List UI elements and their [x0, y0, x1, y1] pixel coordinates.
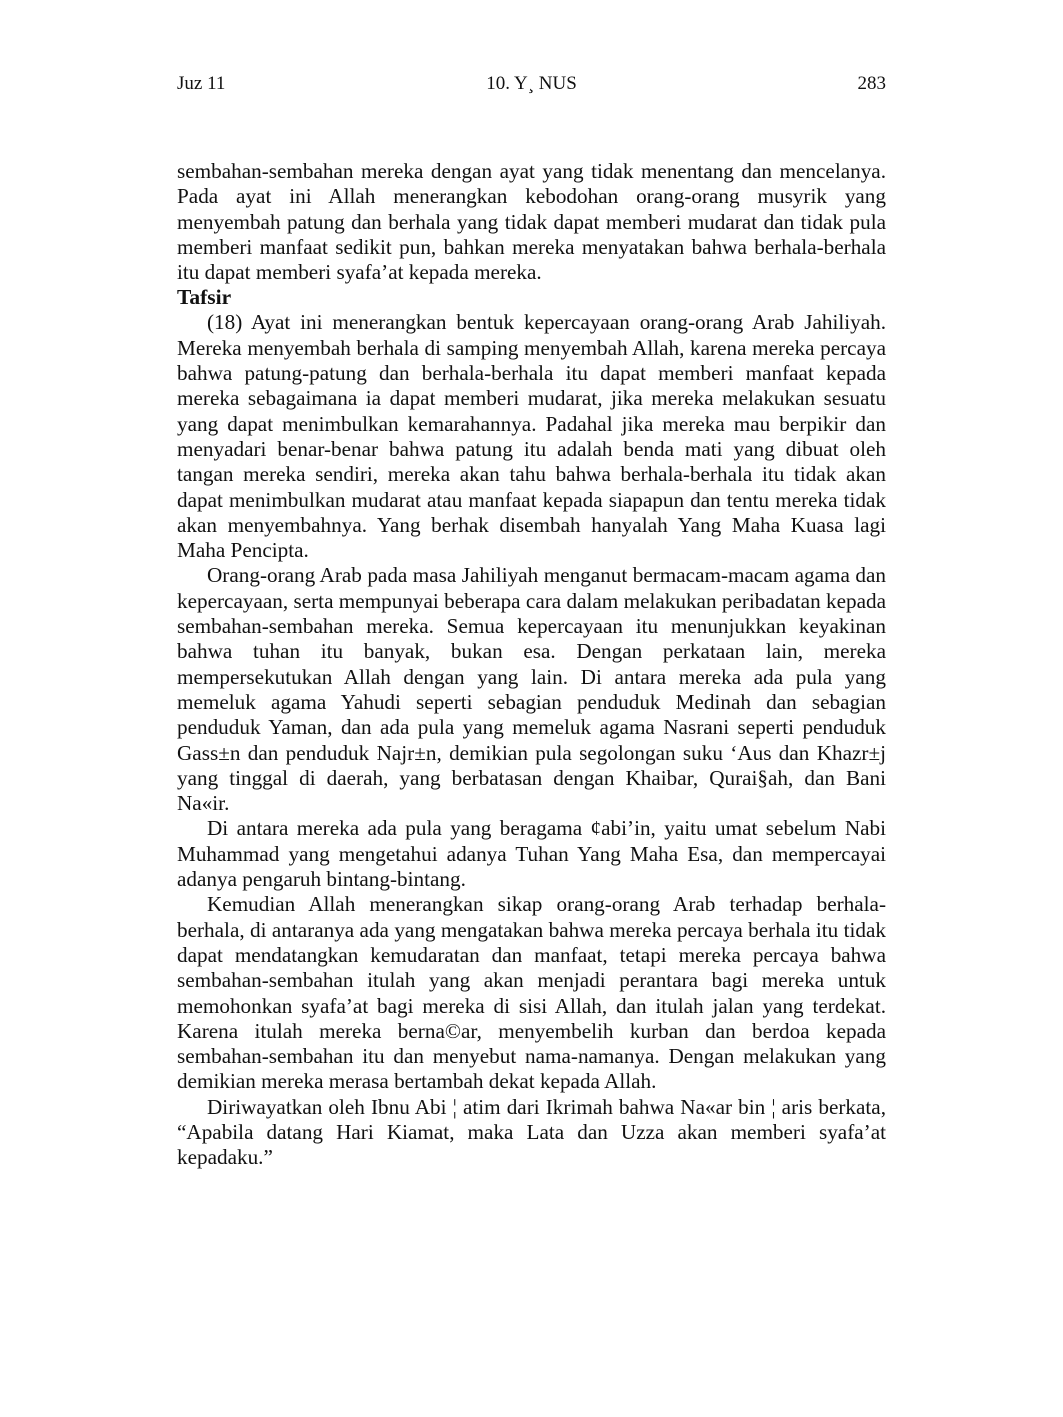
body-text: [177, 159, 886, 1171]
surah-title: 10. Y¸ NUS: [486, 73, 577, 94]
book-page: [177, 72, 886, 1171]
running-header: [177, 72, 886, 96]
juz-label: Juz 11: [177, 73, 226, 94]
paragraph-5: Diriwayatkan oleh Ibnu Abi ¦ atim dari Ikrimah bahwa Na«ar bin ¦ aris berkata, “Apabila datang Hari Kiamat, maka Lata dan Uzza akan memberi syafa’at kepadaku.”: [177, 1094, 886, 1170]
paragraph-4: Kemudian Allah menerangkan sikap orang-orang Arab terhadap berhala-berhala, di antaranya ada yang mengatakan bahwa mereka percaya berhala itu tidak dapat mendatangkan kemudaratan dan manfaat, tetapi mereka percaya bahwa sembahan-sembahan itulah yang akan menjadi perantara bagi mereka untuk memohonkan syafa’at bagi mereka di sisi Allah, dan itulah jalan yang terdekat. Karena itulah mereka berna©ar, menyembelih kurban dan berdoa kepada sembahan-sembahan itu dan menyebut nama-namanya. Dengan melakukan yang demikian mereka merasa bertambah dekat kepada Allah.: [177, 892, 886, 1094]
paragraph-3: Di antara mereka ada pula yang beragama ¢abi’in, yaitu umat sebelum Nabi Muhammad yang mengetahui adanya Tuhan Yang Maha Esa, dan mempercayai adanya pengaruh bintang-bintang.: [177, 816, 886, 892]
page-number: 283: [857, 73, 886, 94]
paragraph-1: (18) Ayat ini menerangkan bentuk kepercayaan orang-orang Arab Jahiliyah. Mereka menyembah berhala di samping menyembah Allah, karena mereka percaya bahwa patung-patung dan berhala-berhala itu dapat memberi manfaat kepada mereka sebagaimana ia dapat memberi mudarat, jika mereka melakukan sesuatu yang dapat menimbulkan kemarahannya. Padahal jika mereka mau berpikir dan menyadari benar-benar bahwa patung itu adalah benda mati yang dibuat oleh tangan mereka sendiri, mereka akan tahu bahwa berhala-berhala itu tidak akan dapat menimbulkan mudarat atau manfaat kepada siapapun dan tentu mereka tidak akan menyembahnya. Yang berhak disembah hanyalah Yang Maha Kuasa lagi Maha Pencipta.: [177, 310, 886, 563]
section-heading: Tafsir: [177, 285, 232, 310]
intro-paragraph: sembahan-sembahan mereka dengan ayat yang tidak menentang dan mencelanya. Pada ayat ini Allah menerangkan kebodohan orang-orang musyrik yang menyembah patung dan berhala yang tidak dapat memberi mudarat dan tidak pula memberi manfaat sedikit pun, bahkan mereka menyatakan bahwa berhala-berhala itu dapat memberi syafa’at kepada mereka.: [177, 159, 886, 285]
paragraph-2: Orang-orang Arab pada masa Jahiliyah menganut bermacam-macam agama dan kepercayaan, serta mempunyai beberapa cara dalam melakukan peribadatan kepada sembahan-sembahan mereka. Semua kepercayaan itu menunjukkan keyakinan bahwa tuhan itu banyak, bukan esa. Dengan perkataan lain, mereka mempersekutukan Allah dengan yang lain. Di antara mereka ada pula yang memeluk agama Yahudi seperti sebagian penduduk Medinah dan sebagian penduduk Yaman, dan ada pula yang memeluk agama Nasrani seperti penduduk Gass±n dan penduduk Najr±n, demikian pula segolongan suku ‘Aus dan Khazr±j yang tinggal di daerah, yang berbatasan dengan Khaibar, Qurai§ah, dan Bani Na«ir.: [177, 563, 886, 816]
